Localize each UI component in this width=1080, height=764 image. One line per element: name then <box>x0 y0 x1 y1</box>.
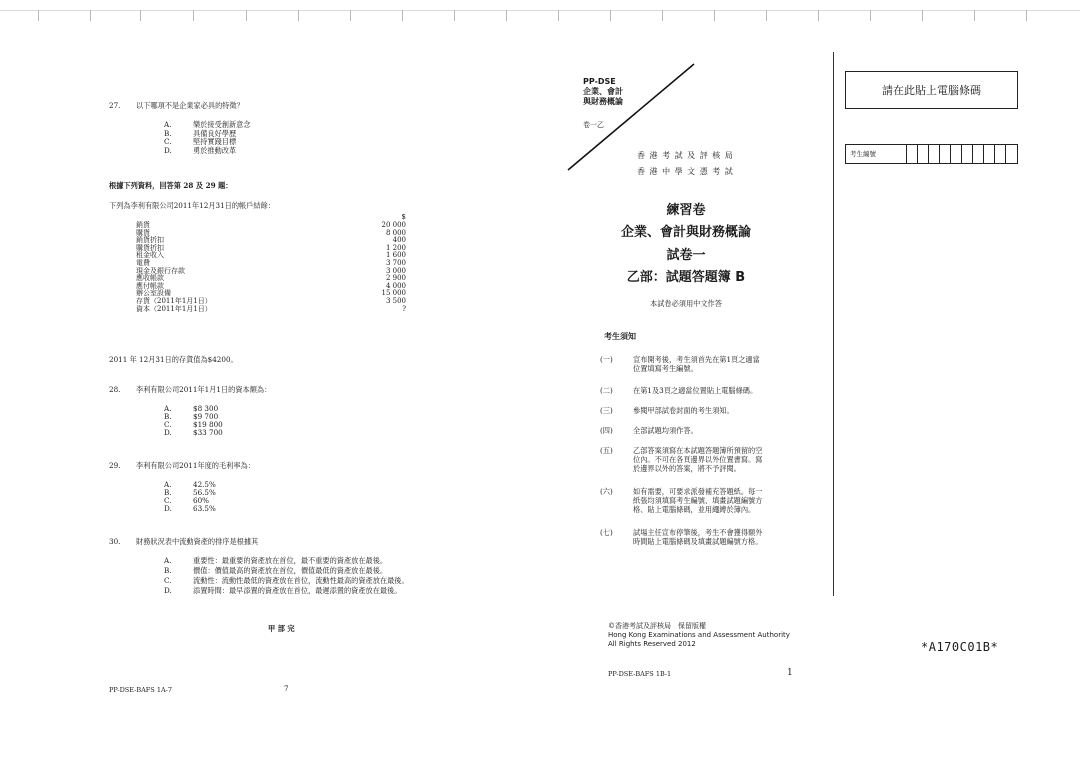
right-page-number: 1 <box>787 668 793 678</box>
title-practice: 練習卷 <box>666 203 706 218</box>
q30-option-text: 重要性：最重要的資產放在首位，最不重要的資產放在最後。 <box>193 556 388 565</box>
account-row <box>136 252 406 260</box>
margin-rule <box>833 52 834 596</box>
left-page-number: 7 <box>284 684 289 693</box>
account-row <box>136 245 406 253</box>
instruction-text: 於邊界以外的答案，將不予評閱。 <box>633 464 741 473</box>
q30-option-letter: C. <box>164 576 172 585</box>
title-subject: 企業、會計與財務概論 <box>620 225 751 240</box>
instruction-text: 紙張均須填寫考生編號、填畫試題編號方 <box>633 496 763 505</box>
account-balances-table <box>136 222 406 313</box>
account-name: 銷貨折扣 <box>136 236 164 245</box>
q30-option-text: 添置時間：最早添置的資產放在首位，最遲添置的資產放在最後。 <box>193 586 402 595</box>
instruction-text: 格、貼上電腦條碼，並用繩縛於簿內。 <box>633 505 756 514</box>
q30-option-text: 流動性：流動性最低的資產放在首位，流動性最高的資產放在最後。 <box>193 576 409 585</box>
account-value: 4 000 <box>385 281 406 290</box>
q28-option-letter: C. <box>164 420 172 429</box>
account-name: 應付帳款 <box>136 281 164 290</box>
account-value: 15 000 <box>381 289 406 298</box>
q28-option-text: $9 700 <box>193 412 219 421</box>
instruction-text: 宣布開考後，考生須首先在第1頁之適當 <box>633 355 760 364</box>
q28-option-text: $19 800 <box>193 420 223 429</box>
question-28-text: 李利有限公司2011年1月1日的資本額為： <box>136 385 272 394</box>
account-name: 存貨（2011年1月1日） <box>136 296 212 305</box>
paper-number: 卷一乙 <box>583 121 604 129</box>
question-27-number: 27. <box>109 101 121 110</box>
instruction-number: (一) <box>600 355 613 364</box>
instruction-text: 在第1及3頁之適當位置貼上電腦條碼。 <box>633 386 758 395</box>
closing-stock-note: 2011 年 12月31日的存貨值為$4200。 <box>109 355 238 364</box>
account-name: 租金收入 <box>136 251 164 260</box>
account-value: 3 000 <box>385 266 406 275</box>
account-name: 資本（2011年1月1日） <box>136 304 212 313</box>
paper-label-line-3: 與財務概論 <box>583 97 623 106</box>
instruction-number: (四) <box>600 426 613 435</box>
q29-option-text: 42.5% <box>193 480 216 489</box>
instruction-text: 參閱甲部試卷封面的考生須知。 <box>633 406 734 415</box>
account-value: 1 200 <box>385 243 406 252</box>
left-footer-code: PP-DSE-BAFS 1A-7 <box>109 686 172 694</box>
q30-option-letter: D. <box>164 586 172 595</box>
q28-option-letter: A. <box>164 404 172 413</box>
q27-option-text: 樂於接受創新意念 <box>193 120 251 129</box>
q29-option-letter: A. <box>164 480 172 489</box>
account-value: 2 900 <box>385 274 406 283</box>
instruction-text: 時間貼上電腦條碼及填畫試題編號方格。 <box>633 537 763 546</box>
instruction-number: (七) <box>600 528 613 537</box>
candidate-number-box <box>845 144 1018 164</box>
language-note: 本試卷必須用中文作答 <box>650 299 722 308</box>
exam-name: 香 港 中 學 文 憑 考 試 <box>637 167 734 176</box>
question-29-number: 29. <box>109 461 121 470</box>
copyright-line-2: Hong Kong Examinations and Assessment Authority <box>608 631 790 639</box>
q30-option-text: 價值：價值最高的資產放在首位，價值最低的資產放在最後。 <box>193 566 388 575</box>
q29-option-text: 63.5% <box>193 504 216 513</box>
currency-symbol: $ <box>401 212 406 221</box>
candidate-number-label: 考生編號 <box>850 150 876 158</box>
account-row <box>136 283 406 291</box>
question-30-text: 財務狀況表中流動資產的排序是根據其 <box>136 537 259 546</box>
account-value: 3 700 <box>385 258 406 267</box>
q28-option-text: $33 700 <box>193 428 223 437</box>
account-row <box>136 268 406 276</box>
account-value: 8 000 <box>385 228 406 237</box>
q29-option-text: 60% <box>193 496 209 505</box>
barcode-code: *A170C01B* <box>921 640 999 654</box>
paper-label <box>583 77 623 107</box>
paper-label-line-1: PP-DSE <box>583 77 616 86</box>
barcode-sticker-box <box>845 71 1018 109</box>
section-end: 甲 部 完 <box>268 624 295 633</box>
q29-option-letter: C. <box>164 496 172 505</box>
instruction-number: (三) <box>600 406 613 415</box>
q27-option-letter: C. <box>164 137 172 146</box>
question-28-number: 28. <box>109 385 121 394</box>
instructions-heading: 考生須知 <box>604 331 636 341</box>
title-section: 乙部：試題答題簿 B <box>626 270 746 285</box>
account-row <box>136 275 406 283</box>
instruction-text: 位內。不可在各頁邊界以外位置書寫。寫 <box>633 455 763 464</box>
q27-option-text: 具備良好學歷 <box>193 128 237 138</box>
account-value: ? <box>402 304 406 313</box>
account-row <box>136 237 406 245</box>
q27-option-text: 堅持實踐目標 <box>193 137 237 146</box>
instruction-text: 位置填寫考生編號。 <box>633 364 698 373</box>
q29-option-text: 56.5% <box>193 488 216 497</box>
account-name: 電費 <box>136 258 150 267</box>
account-name: 購貨折扣 <box>136 243 164 252</box>
account-row <box>136 230 406 238</box>
q28-option-letter: D. <box>164 428 172 437</box>
title-paper: 試卷一 <box>666 248 706 263</box>
account-row <box>136 222 406 230</box>
account-row <box>136 306 406 314</box>
question-30-number: 30. <box>109 537 121 546</box>
stem-text: 下列為李利有限公司2011年12月31日的帳戶結餘： <box>109 201 275 210</box>
instruction-text: 乙部答案須寫在本試題答題簿所預留的空 <box>633 446 763 455</box>
account-name: 辦公室設備 <box>136 289 171 298</box>
account-value: 20 000 <box>381 221 406 229</box>
instruction-text: 如有需要，可要求派發補充答題紙。每一 <box>633 487 763 496</box>
q27-option-letter: A. <box>164 120 172 129</box>
stem-intro: 根據下列資料，回答第 28 及 29 題： <box>109 181 233 190</box>
account-value: 1 600 <box>385 251 406 260</box>
account-value: 3 500 <box>385 296 406 305</box>
q28-option-text: $8 300 <box>193 404 219 413</box>
copyright-block <box>608 622 790 649</box>
candidate-number-cell <box>1005 145 1017 163</box>
account-name: 現金及銀行存款 <box>136 266 185 275</box>
account-value: 400 <box>392 236 406 245</box>
instruction-number: (六) <box>600 487 613 496</box>
authority-name: 香 港 考 試 及 評 核 局 <box>637 151 734 160</box>
right-footer-code: PP-DSE-BAFS 1B-1 <box>608 670 672 678</box>
instruction-text: 試場主任宣布停筆後，考生不會獲得額外 <box>633 528 763 537</box>
copyright-line-1: ©香港考試及評核局 保留版權 <box>608 622 706 630</box>
barcode-sticker-label: 請在此貼上電腦條碼 <box>882 84 981 97</box>
account-name: 購貨 <box>136 228 150 237</box>
account-name: 應收帳款 <box>136 274 164 283</box>
q27-option-text: 勇於推動改革 <box>193 145 237 155</box>
q27-option-letter: D. <box>164 145 172 155</box>
q27-option-letter: B. <box>164 128 172 138</box>
q30-option-letter: B. <box>164 566 172 575</box>
instruction-number: (二) <box>600 386 613 395</box>
q28-option-letter: B. <box>164 412 172 421</box>
paper-label-line-2: 企業、會計 <box>583 87 623 96</box>
q29-option-letter: D. <box>164 504 172 513</box>
copyright-line-3: All Rights Reserved 2012 <box>608 640 696 648</box>
question-29-text: 李利有限公司2011年度的毛利率為： <box>136 461 255 470</box>
q29-option-letter: B. <box>164 488 172 497</box>
question-27-text: 以下哪項不是企業家必具的特徵？ <box>136 101 244 110</box>
instruction-number: (五) <box>600 446 613 455</box>
q30-option-letter: A. <box>164 556 172 565</box>
account-name: 銷貨 <box>136 221 150 229</box>
instruction-text: 全部試題均須作答。 <box>633 426 698 435</box>
